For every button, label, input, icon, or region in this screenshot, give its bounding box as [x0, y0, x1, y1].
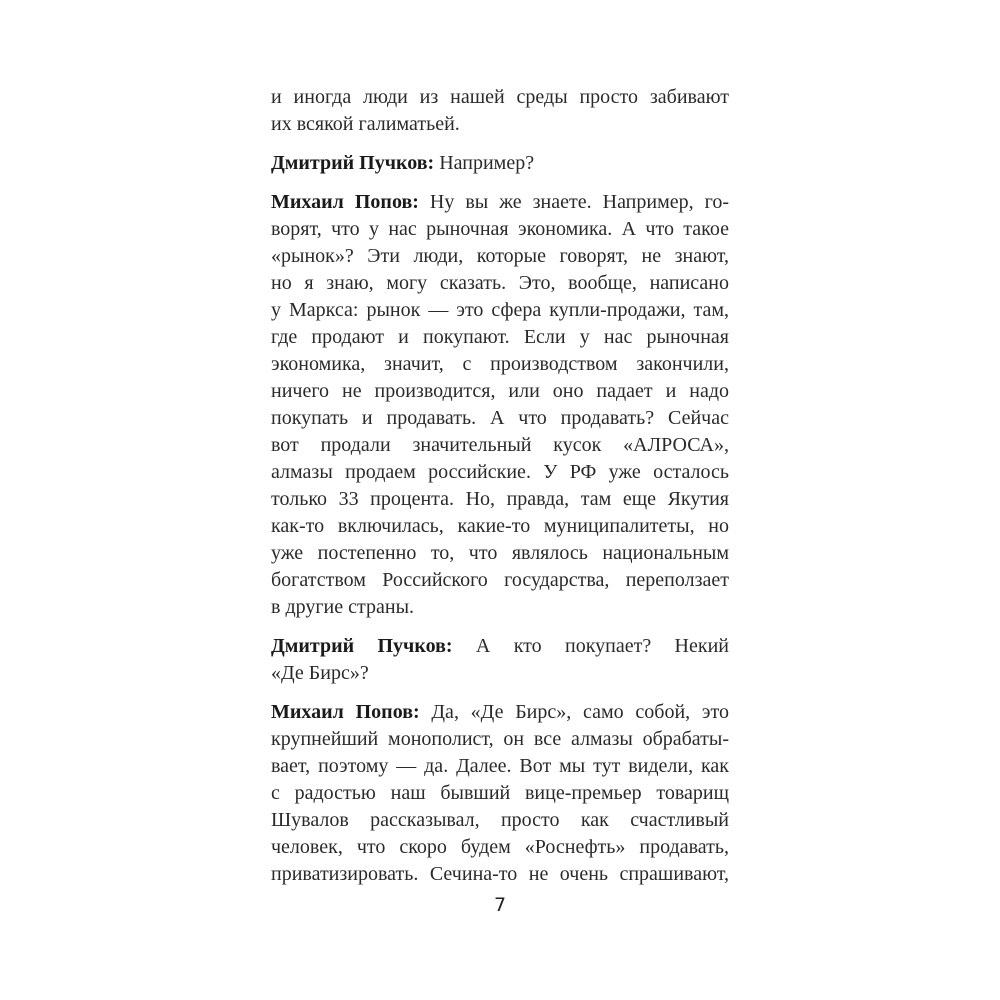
text-line	[271, 513, 729, 540]
paragraph	[271, 84, 729, 138]
text-line	[271, 189, 729, 216]
text-line	[271, 84, 729, 111]
text-line	[271, 834, 729, 861]
line-text: покупать и продавать. А что продавать? Сейчас	[271, 407, 729, 429]
paragraph	[271, 699, 729, 888]
text-line	[271, 405, 729, 432]
text-line	[271, 150, 729, 177]
line-text: их всякой галиматьей.	[271, 113, 460, 135]
text-line	[271, 594, 729, 621]
line-text: «рынок»? Эти люди, которые говорят, не знают,	[271, 245, 729, 267]
text-line	[271, 660, 729, 687]
text-line	[271, 567, 729, 594]
speaker-name: Дмитрий Пучков:	[271, 152, 435, 174]
paragraph	[271, 189, 729, 621]
text-line	[271, 699, 729, 726]
line-text: Например?	[434, 152, 535, 174]
page-number: 7	[493, 894, 507, 916]
line-text: но я знаю, могу сказать. Это, вообще, написано	[271, 272, 729, 294]
line-text: и иногда люди из нашей среды просто забивают	[271, 86, 729, 108]
line-text: богатством Российского государства, переползает	[271, 569, 729, 591]
line-text: алмазы продаем российские. У РФ уже осталось	[271, 461, 729, 483]
line-text: вает, поэтому — да. Далее. Вот мы тут видели, как	[271, 755, 729, 777]
line-text: крупнейший монополист, он все алмазы обрабаты-	[271, 728, 729, 750]
line-text: А кто покупает? Некий	[452, 635, 730, 657]
speaker-name: Михаил Попов:	[271, 191, 419, 213]
line-text: Да, «Де Бирс», само собой, это	[419, 701, 729, 723]
line-text: только 33 процента. Но, правда, там еще Якутия	[271, 488, 729, 510]
line-text: Шувалов рассказывал, просто как счастливый	[271, 809, 729, 831]
line-text: где продают и покупают. Если у нас рыночная	[271, 326, 729, 348]
text-line	[271, 351, 729, 378]
line-text: экономика, значит, с производством закончили,	[271, 353, 729, 375]
line-text: у Маркса: рынок — это сфера купли-продажи, там,	[271, 299, 729, 321]
line-text: с радостью наш бывший вице-премьер товарищ	[271, 782, 729, 804]
line-text: уже постепенно то, что являлось национальным	[271, 542, 729, 564]
paragraph	[271, 150, 729, 177]
line-text: как-то включилась, какие-то муниципалитеты, но	[271, 515, 729, 537]
paragraph	[271, 633, 729, 687]
text-line	[271, 486, 729, 513]
page-body	[271, 84, 729, 900]
line-text: в другие страны.	[271, 596, 415, 618]
text-line	[271, 861, 729, 888]
line-text: человек, что скоро будем «Роснефть» продавать,	[271, 836, 729, 858]
text-line	[271, 270, 729, 297]
text-line	[271, 378, 729, 405]
line-text: приватизировать. Сечина-то не очень спрашивают,	[271, 863, 729, 885]
text-line	[271, 243, 729, 270]
text-line	[271, 297, 729, 324]
speaker-name: Михаил Попов:	[271, 701, 420, 723]
text-line	[271, 111, 729, 138]
line-text: «Де Бирс»?	[271, 662, 369, 684]
text-line	[271, 540, 729, 567]
text-line	[271, 324, 729, 351]
text-line	[271, 726, 729, 753]
speaker-name: Дмитрий Пучков:	[271, 635, 453, 657]
text-line	[271, 753, 729, 780]
line-text: вот продали значительный кусок «АЛРОСА»,	[271, 434, 729, 456]
line-text: ничего не производится, или оно падает и надо	[271, 380, 729, 402]
line-text: ворят, что у нас рыночная экономика. А что такое	[271, 218, 729, 240]
line-text: Ну вы же знаете. Например, го-	[418, 191, 729, 213]
text-line	[271, 807, 729, 834]
text-line	[271, 459, 729, 486]
text-line	[271, 780, 729, 807]
text-line	[271, 216, 729, 243]
text-line	[271, 432, 729, 459]
text-line	[271, 633, 729, 660]
